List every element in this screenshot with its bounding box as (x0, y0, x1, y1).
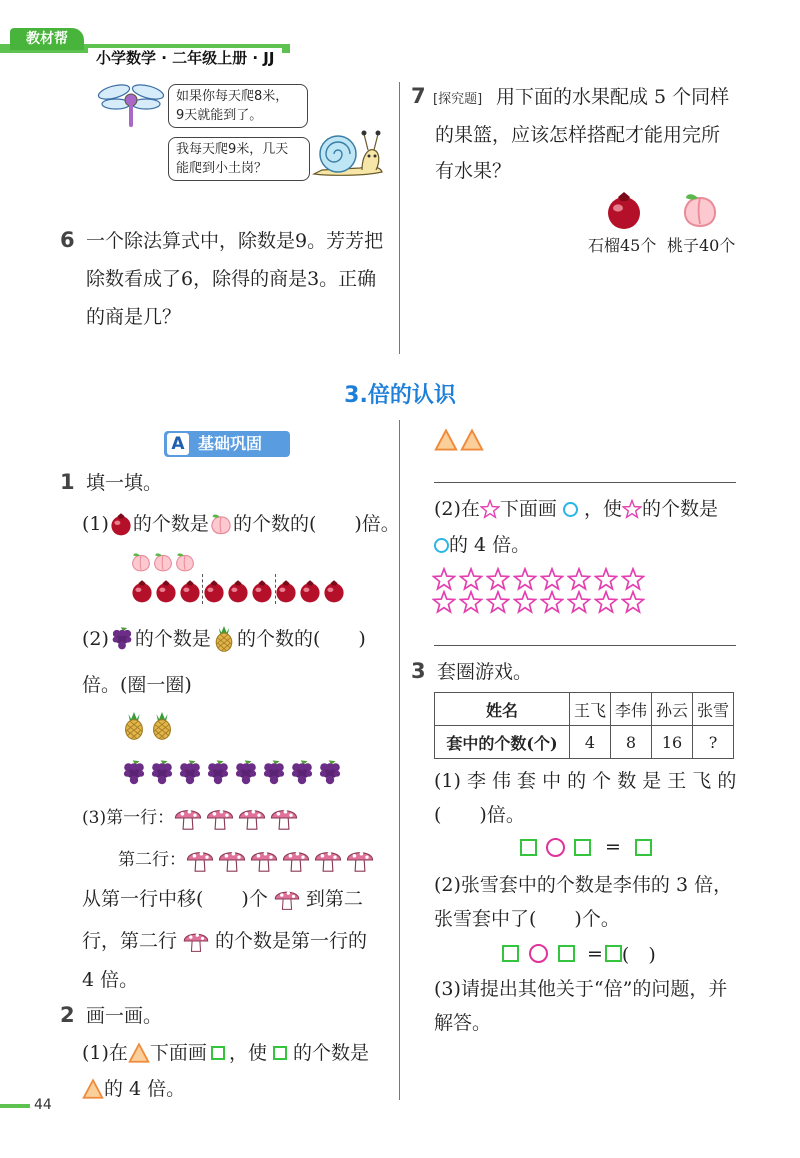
pineapple-icon (120, 708, 148, 744)
q1-p2-d: 倍。(圈一圈) (82, 674, 192, 696)
star-icon (432, 590, 456, 614)
q3-p2-line2: 张雪套中了( )个。 (434, 908, 620, 930)
pomegranate-icon (109, 512, 133, 536)
header-cell: 王飞 (570, 693, 611, 726)
q2-triangle-row (434, 428, 484, 452)
grape-icon (288, 756, 316, 790)
q3-number: 3 (411, 659, 426, 683)
q3-p3-line1: (3)请提出其他关于“倍”的问题，并 (434, 978, 728, 1000)
pomegranate-icon (226, 579, 250, 603)
q3-equation-1 (520, 836, 652, 858)
dragonfly-illustration (96, 82, 166, 127)
section-title: 3.倍的认识 (344, 383, 456, 408)
q1-pomegranate-row (130, 579, 346, 603)
footer-green-bar (0, 1104, 30, 1108)
square-icon (605, 945, 622, 962)
q1-p1-c: 的个数的( )倍。 (232, 513, 400, 535)
q2-number: 2 (60, 1003, 75, 1027)
header-tag: 教材帮 (10, 28, 84, 50)
pomegranate-icon (322, 579, 346, 603)
q1-p3-row2-label: 第二行： (118, 850, 186, 870)
star-icon (621, 590, 645, 614)
star-icon (540, 567, 564, 591)
mushroom-icon (346, 846, 374, 874)
q6-line-3: 的商是几？ (86, 306, 182, 328)
star-icon (486, 567, 510, 591)
peach-label: 桃子40个 (667, 236, 736, 255)
q7-line-2: 的果篮，应该怎样搭配才能用完所 (435, 124, 721, 146)
mushroom-icon (238, 804, 266, 832)
square-icon (520, 839, 537, 856)
q1-p3-row1-label: (3)第一行： (82, 808, 175, 828)
pineapple-icon (148, 708, 176, 744)
q1-p3-text2a: 行，第二行 (82, 930, 178, 952)
mushroom-icon (314, 846, 342, 874)
q1-p3-text3: 4 倍。 (82, 969, 139, 991)
star-icon (621, 567, 645, 591)
q2-p2-d: 的个数是 (641, 498, 718, 520)
snail-line-1: 我每天爬9米，几天 (176, 142, 289, 157)
star-row-1 (432, 567, 648, 591)
square-icon (635, 839, 652, 856)
q2-p2-e: 的 4 倍。 (449, 534, 531, 556)
row-label: 套中的个数(个) (435, 726, 570, 759)
snail-speech-bubble (168, 137, 310, 181)
q1-part3-row1 (82, 801, 298, 835)
circle-icon (434, 538, 449, 553)
grape-icon (109, 624, 135, 654)
equals-sign: = (587, 942, 603, 965)
mushroom-icon (218, 846, 246, 874)
q1-p2-a: (2) (82, 628, 109, 650)
dashed-separator (202, 574, 203, 604)
q7-line-1: 用下面的水果配成 5 个同样 (496, 86, 730, 108)
mushroom-icon (270, 804, 298, 832)
peach-icon (152, 551, 174, 573)
square-icon (273, 1046, 287, 1060)
q6-line-2: 除数看成了6，除得的商是3。正确 (86, 268, 377, 290)
peach-icon (174, 551, 196, 573)
dashed-separator (275, 574, 276, 604)
q6-line-1: 一个除法算式中，除数是9。芳芳把 (86, 230, 384, 252)
q2-part2 (434, 492, 718, 526)
q1-p3-line1 (82, 882, 363, 916)
q1-p2-b: 的个数是 (134, 628, 211, 650)
q7-tag: [探究题] (433, 92, 483, 107)
star-icon (567, 590, 591, 614)
q3-title: 套圈游戏。 (437, 661, 533, 683)
pomegranate-icon (130, 579, 154, 603)
header-cell: 李伟 (611, 693, 652, 726)
mushroom-icon (186, 846, 214, 874)
q1-p2-c: 的个数的( ) (236, 628, 366, 650)
q2-p1-c: ，使 (228, 1042, 267, 1064)
pomegranate-icon (178, 579, 202, 603)
answer-line (434, 482, 736, 483)
page-number: 44 (34, 1097, 52, 1113)
mushroom-icon (250, 846, 278, 874)
pomegranate-icon (298, 579, 322, 603)
q2-p1-d: 的个数是 (292, 1042, 369, 1064)
mushroom-icon (206, 804, 234, 832)
triangle-icon (128, 1042, 150, 1064)
q1-p1-a: (1) (82, 513, 109, 535)
q1-peach-row (130, 551, 196, 573)
dragonfly-speech-bubble (168, 84, 308, 128)
pomegranate-icon (274, 579, 298, 603)
q1-pineapple-row (120, 708, 176, 744)
grape-icon (204, 756, 232, 790)
grape-icon (260, 756, 288, 790)
star-icon (480, 499, 500, 519)
header-cell: 张雪 (693, 693, 734, 726)
q1-p3-text1b: 到第二 (305, 888, 363, 910)
snail-illustration (310, 126, 385, 181)
triangle-icon (460, 428, 484, 452)
star-icon (567, 567, 591, 591)
q1-part2 (82, 622, 366, 656)
star-icon (594, 590, 618, 614)
star-icon (486, 590, 510, 614)
grape-icon (120, 756, 148, 790)
circle-icon (563, 502, 578, 517)
q1-part3-row2 (118, 843, 374, 877)
square-icon (574, 839, 591, 856)
answer-line (434, 645, 736, 646)
q2-part1 (82, 1036, 369, 1070)
badge-letter: A (167, 433, 189, 455)
q2-p2-b: 下面画 (499, 498, 557, 520)
unit-paren: ( ) (621, 944, 656, 966)
badge-text: 基础巩固 (198, 434, 263, 453)
value-cell: ? (693, 726, 734, 759)
square-icon (502, 945, 519, 962)
q7-line-3: 有水果？ (435, 160, 512, 182)
header-bar (0, 28, 300, 68)
q1-part1 (82, 507, 400, 541)
header-cell: 孙云 (652, 693, 693, 726)
star-icon (594, 567, 618, 591)
q1-p3-line2 (82, 924, 367, 958)
grape-icon (232, 756, 260, 790)
star-icon (622, 499, 642, 519)
mushroom-icon (282, 846, 310, 874)
q2-p1-b: 下面画 (149, 1042, 207, 1064)
grape-icon (176, 756, 204, 790)
square-icon (558, 945, 575, 962)
mushroom-icon (183, 928, 209, 954)
value-cell: 8 (611, 726, 652, 759)
q2-part1-line2 (82, 1072, 185, 1106)
q6-text (86, 224, 396, 334)
q3-equation-2 (502, 940, 656, 967)
q7-number: 7 (411, 84, 426, 108)
table-header-row (435, 693, 734, 726)
q3-p2-line1: (2)张雪套中的个数是李伟的 3 倍， (434, 874, 733, 896)
q2-p2-a: (2)在 (434, 498, 480, 520)
q1-p3-text1a: 从第一行中移( )个 (82, 888, 268, 910)
snail-line-2: 能爬到小土岗？ (176, 161, 268, 176)
peach-icon (209, 512, 233, 536)
section-badge (164, 431, 290, 457)
grape-icon (148, 756, 176, 790)
peach-icon (130, 551, 152, 573)
pomegranate-icon (250, 579, 274, 603)
pomegranate-label: 石榴45个 (588, 236, 657, 255)
peach-icon (680, 190, 720, 230)
grape-icon (316, 756, 344, 790)
q1-title: 填一填。 (86, 472, 163, 494)
header-cell-name: 姓名 (435, 693, 570, 726)
triangle-icon (82, 1078, 104, 1100)
q2-part2-line2 (434, 528, 530, 562)
star-icon (432, 567, 456, 591)
square-icon (211, 1046, 225, 1060)
q3-p1-line1: (1) 李 伟 套 中 的 个 数 是 王 飞 的 (434, 770, 737, 792)
star-row-2 (432, 590, 648, 614)
mushroom-icon (274, 886, 300, 912)
value-cell: 4 (570, 726, 611, 759)
q2-p2-c: ，使 (583, 498, 622, 520)
value-cell: 16 (652, 726, 693, 759)
table-row (435, 726, 734, 759)
pomegranate-icon (154, 579, 178, 603)
dragonfly-line-2: 9天就能到了。 (176, 108, 263, 123)
circle-icon (546, 838, 565, 857)
pineapple-icon (211, 624, 237, 654)
star-icon (459, 590, 483, 614)
q3-p3-line2: 解答。 (434, 1012, 492, 1034)
triangle-icon (434, 428, 458, 452)
q1-p1-b: 的个数是 (132, 513, 209, 535)
equals-sign: = (605, 836, 621, 858)
q1-number: 1 (60, 470, 75, 494)
column-divider-top (399, 82, 400, 354)
q2-p1-e: 的 4 倍。 (104, 1078, 186, 1100)
mushroom-icon (174, 804, 202, 832)
pomegranate-icon (604, 190, 644, 230)
star-icon (459, 567, 483, 591)
q3-p1-line2: ( )倍。 (434, 804, 525, 826)
star-icon (540, 590, 564, 614)
circle-icon (529, 944, 548, 963)
q2-p1-a: (1)在 (82, 1042, 128, 1064)
q1-p3-text2b: 的个数是第一行的 (215, 930, 368, 952)
ring-toss-table (434, 692, 734, 759)
q1-grape-row (120, 756, 344, 790)
star-icon (513, 590, 537, 614)
dragonfly-line-1: 如果你每天爬8米， (176, 89, 289, 104)
pomegranate-icon (202, 579, 226, 603)
star-icon (513, 567, 537, 591)
header-book-title: 小学数学 · 二年级上册 · JJ (88, 48, 282, 68)
q6-number: 6 (60, 228, 75, 252)
q2-title: 画一画。 (86, 1005, 163, 1027)
